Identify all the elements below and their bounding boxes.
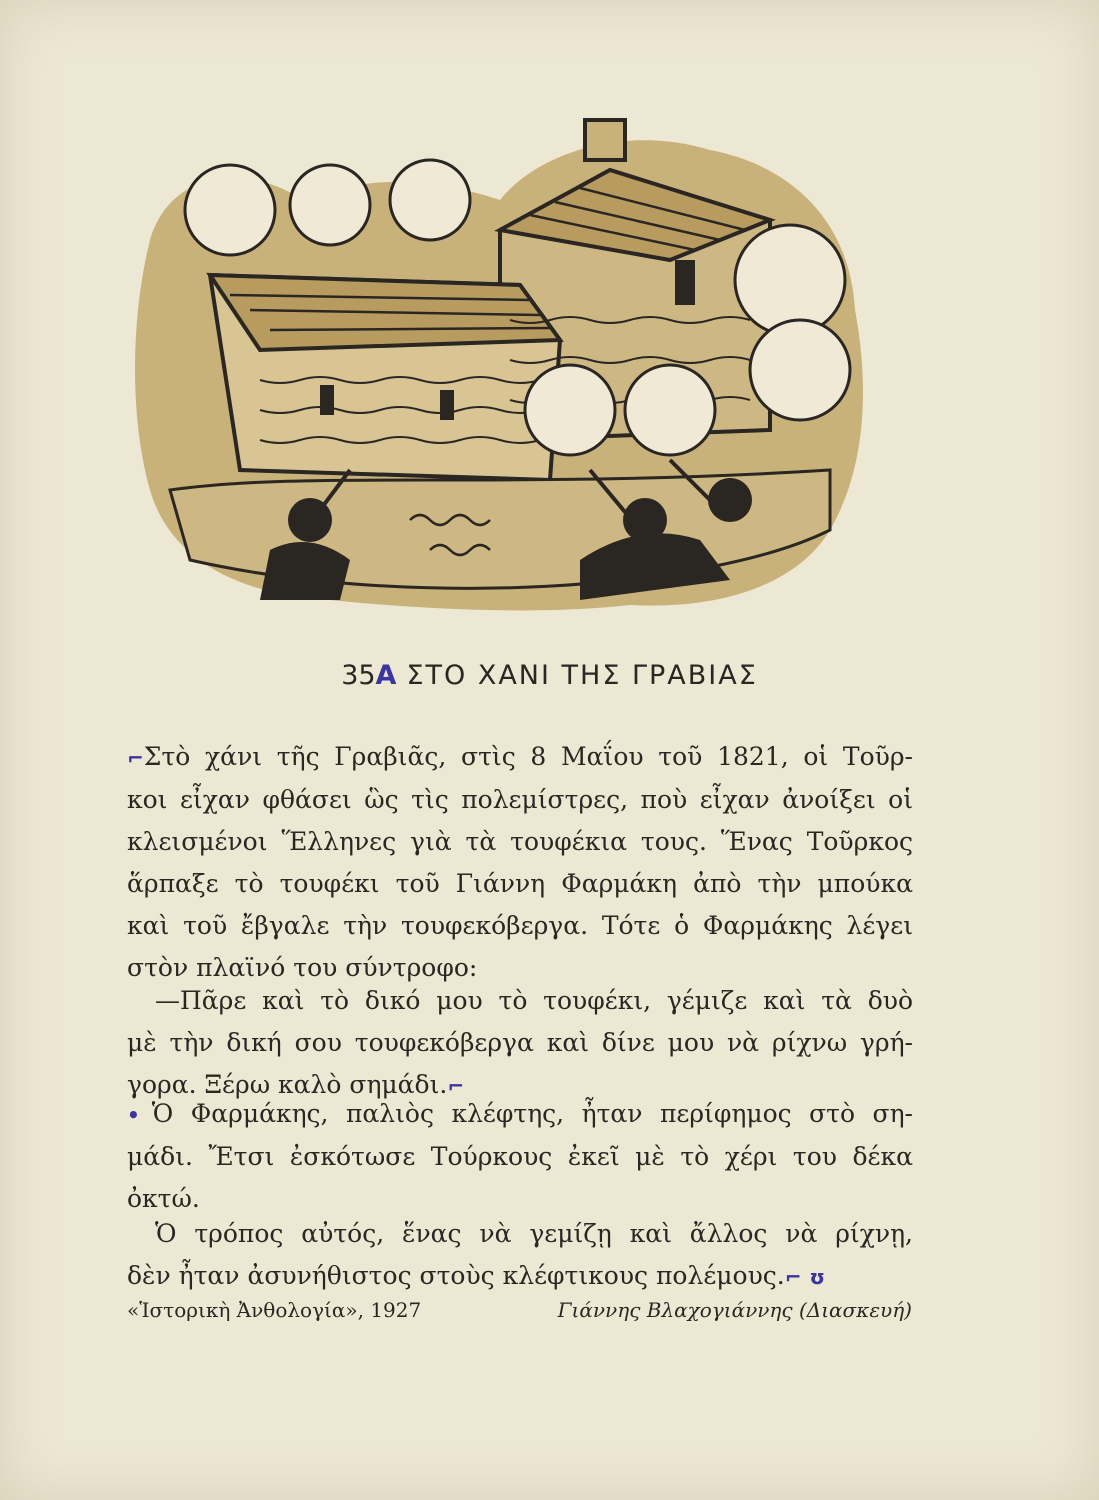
text-line: Ὁ τρόπος αὐτός, ἕνας νὰ γεμίζῃ καὶ ἄλλος νὰ ρίχνῃ, xyxy=(155,1219,913,1248)
paragraph-4 xyxy=(127,1213,913,1298)
text-line: στὸν πλαϊνό του σύντροφο: xyxy=(127,953,478,982)
pen-bullet: • xyxy=(127,1103,140,1127)
text-line: —Πᾶρε καὶ τὸ δικό μου τὸ τουφέκι, γέμιζε καὶ τὰ δυὸ xyxy=(155,986,913,1015)
section-title xyxy=(0,660,1099,691)
text-line: δὲν ἦταν ἀσυνήθιστος στοὺς κλέφτικους πολέμους.⌐ ʊ xyxy=(127,1261,825,1290)
pen-start-mark: ⌐ xyxy=(127,746,144,770)
text-line: • Ὁ Φαρμάκης, παλιὸς κλέφτης, ἦταν περίφημος στὸ ση- xyxy=(127,1099,913,1128)
paragraph-1 xyxy=(127,736,913,989)
text-line: ἅρπαξε τὸ τουφέκι τοῦ Γιάννη Φαρμάκη ἀπὸ τὴν μπούκα xyxy=(127,869,913,898)
pen-final-mark-1: ⌐ xyxy=(784,1265,802,1289)
paragraph-2 xyxy=(127,980,913,1107)
paragraph-3 xyxy=(127,1093,913,1220)
text-line: κοι εἶχαν φθάσει ὣς τὶς πολεμίστρες, ποὺ εἶχαν ἀνοίξει οἱ xyxy=(127,785,913,814)
section-mark: A xyxy=(375,660,397,691)
text-line: μὲ τὴν δική σου τουφεκόβεργα καὶ δίνε μου νὰ ρίχνω γρή- xyxy=(127,1028,913,1057)
section-title-text: ΣΤΟ ΧΑΝΙ ΤΗΣ ΓΡΑΒΙΑΣ xyxy=(406,660,758,691)
text-line: ⌐Στὸ χάνι τῆς Γραβιᾶς, στὶς 8 Μαΐου τοῦ 1821, οἱ Τοῦρ- xyxy=(127,742,913,771)
footer-author: Γιάννης Βλαχογιάννης (Διασκευή) xyxy=(557,1298,912,1322)
text-line: γορα. Ξέρω καλὸ σημάδι.⌐ xyxy=(127,1070,465,1099)
text-line: καὶ τοῦ ἔβγαλε τὴν τουφεκόβεργα. Τότε ὁ Φαρμάκης λέγει xyxy=(127,911,913,940)
text-line: κλεισμένοι Ἕλληνες γιὰ τὰ τουφέκια τους. Ἕνας Τοῦρκος xyxy=(127,827,913,856)
footer-source: «Ἱστορικὴ Ἀνθολογία», 1927 xyxy=(127,1298,422,1322)
pen-end-mark: ⌐ xyxy=(447,1074,465,1098)
woodcut-illustration xyxy=(110,110,880,620)
text-line: ὀκτώ. xyxy=(127,1184,200,1213)
text-line: μάδι. Ἔτσι ἐσκότωσε Τούρκους ἐκεῖ μὲ τὸ χέρι του δέκα xyxy=(127,1142,913,1171)
section-number: 35 xyxy=(341,660,376,691)
pen-final-mark-2: ʊ xyxy=(809,1265,825,1289)
